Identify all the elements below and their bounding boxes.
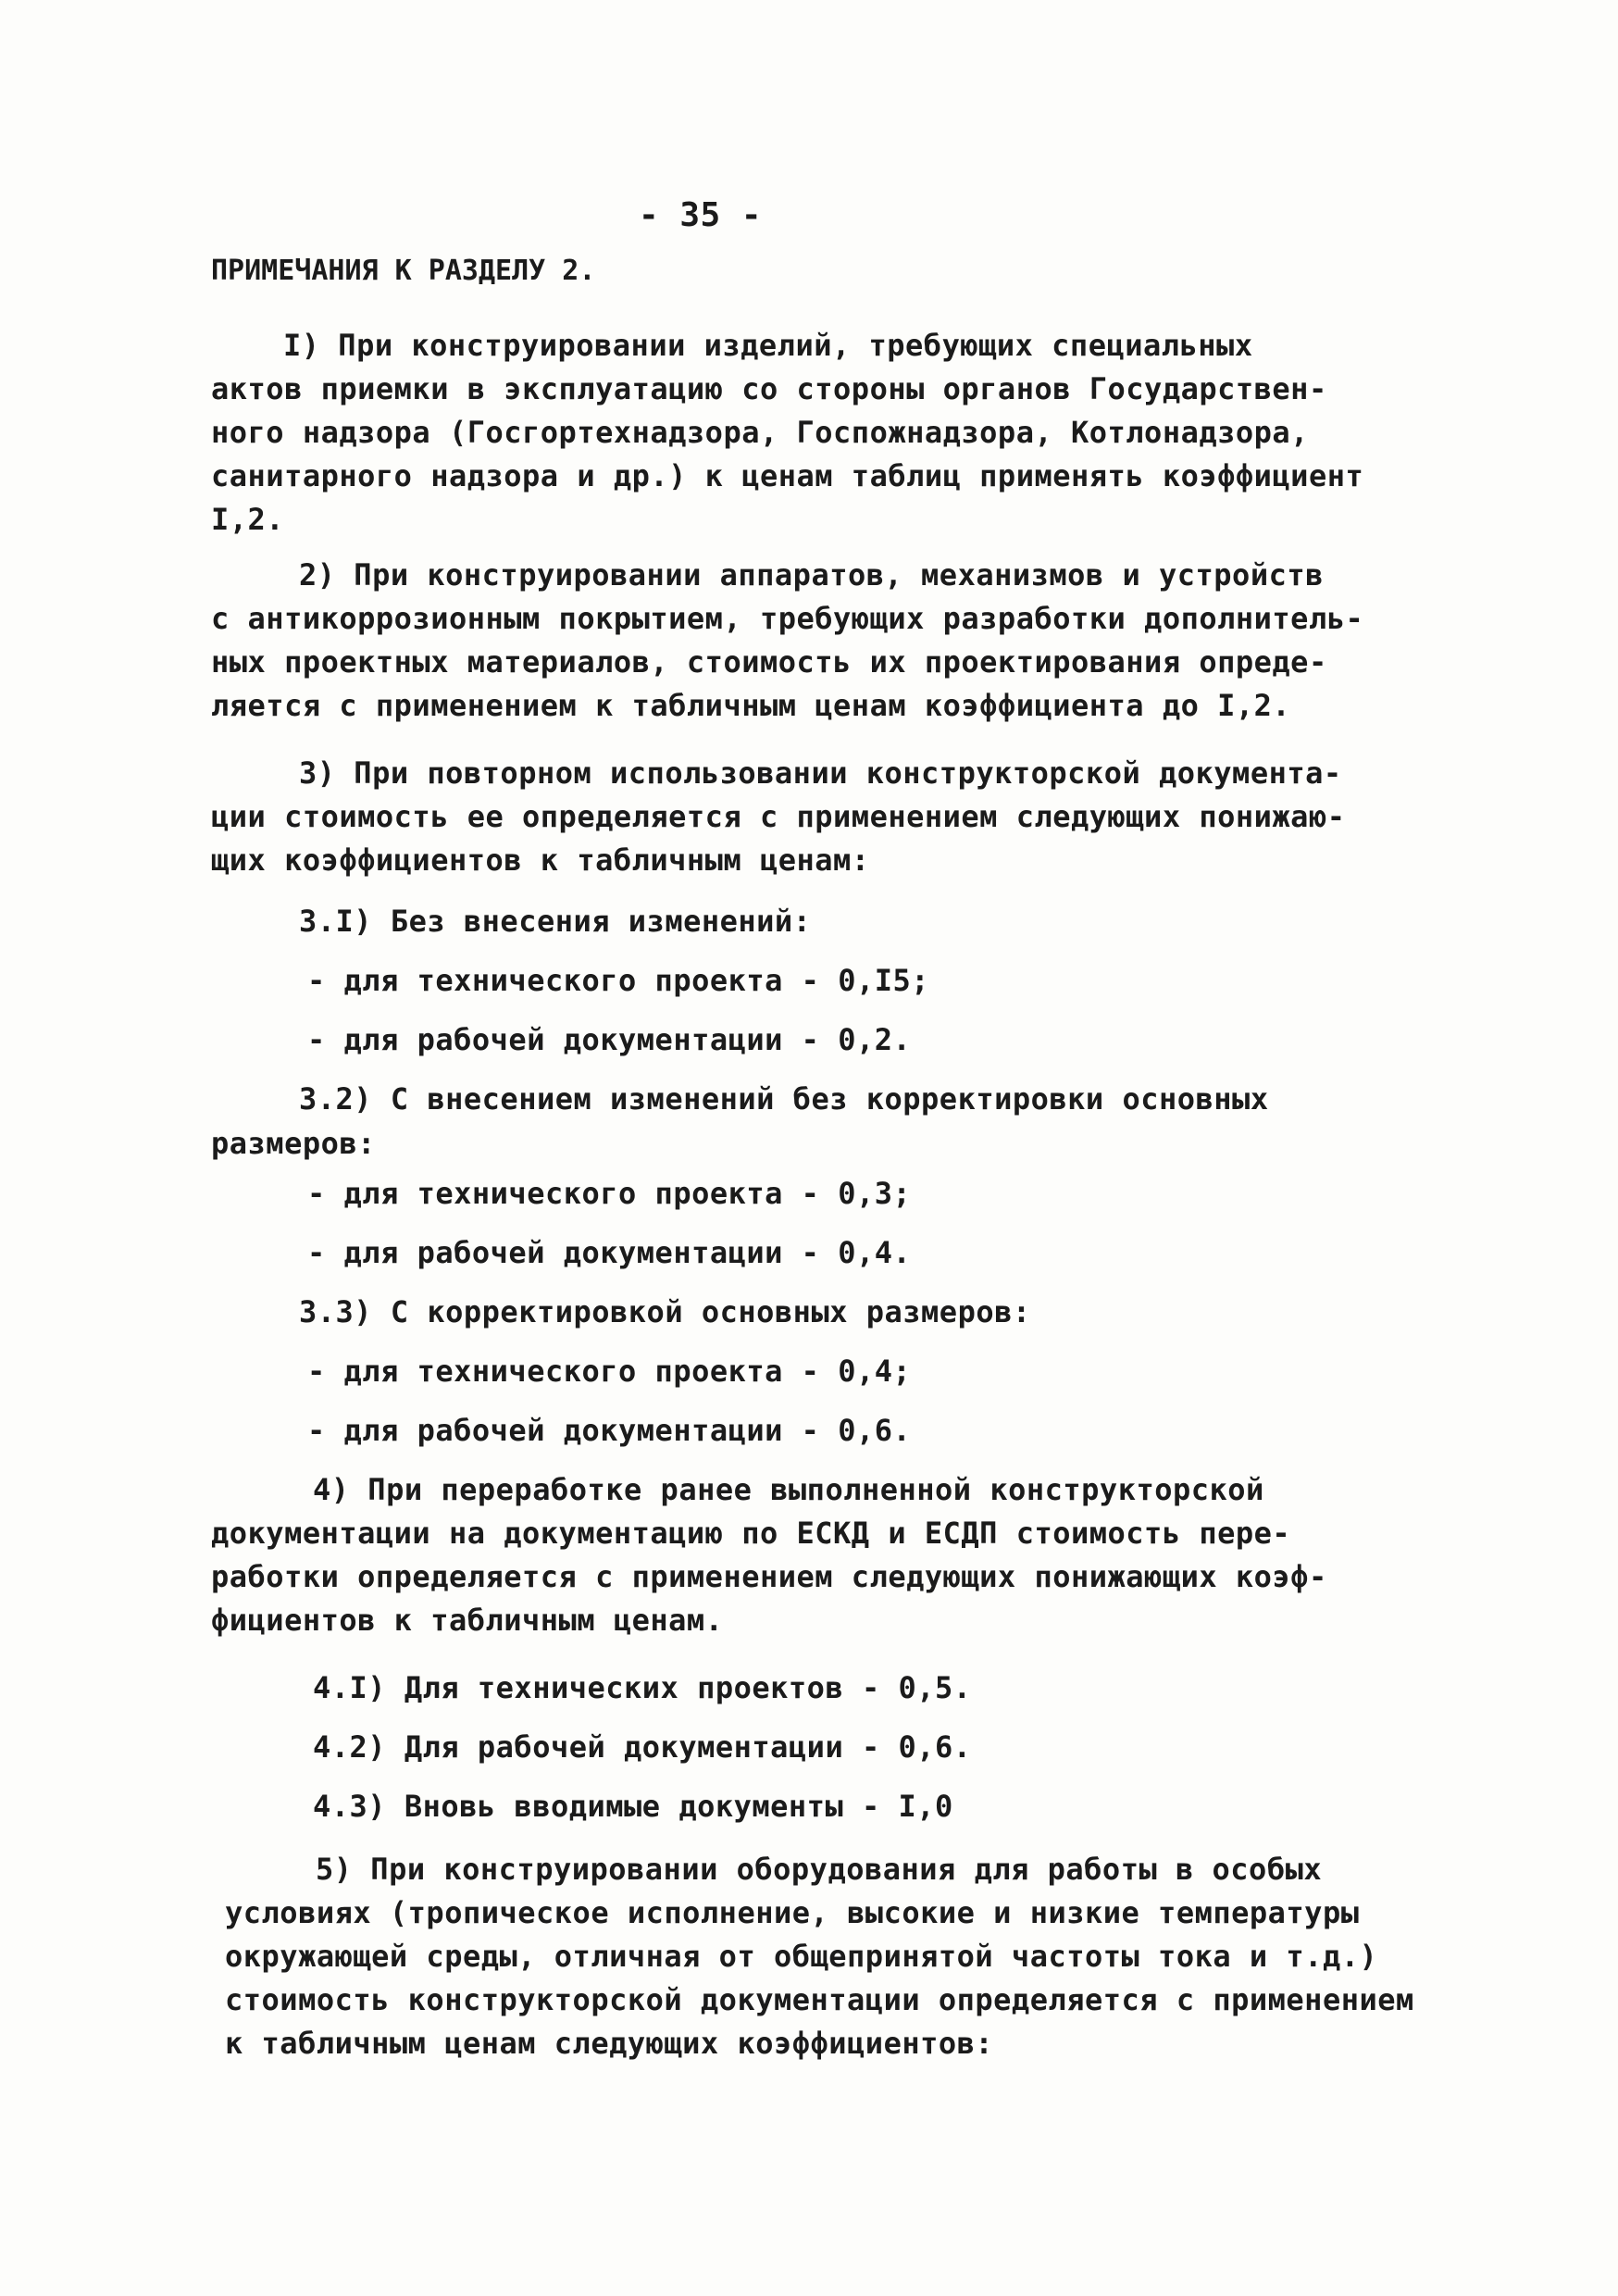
note-1-line-2: актов приемки в эксплуатацию со стороны органов Государствен- bbox=[211, 371, 1327, 406]
note-5-line-1: 5) При конструировании оборудования для работы в особых bbox=[316, 1852, 1323, 1887]
note-3 bbox=[211, 752, 1345, 882]
note-2-line-1: 2) При конструировании аппаратов, механизмов и устройств bbox=[299, 557, 1324, 593]
note-4 bbox=[211, 1468, 1327, 1642]
sub-item-4-2: 4.2) Для рабочей документации - 0,6. bbox=[313, 1729, 972, 1765]
sub-item-3-2-tech: - для технического проекта - 0,3; bbox=[307, 1176, 912, 1211]
sub-item-3-3-work: - для рабочей документации - 0,6. bbox=[307, 1413, 912, 1448]
note-5-line-2: условиях (тропическое исполнение, высокие и низкие температуры bbox=[225, 1895, 1360, 1930]
note-1 bbox=[211, 324, 1363, 542]
section-heading: ПРИМЕЧАНИЯ К РАЗДЕЛУ 2. bbox=[211, 255, 596, 287]
note-5-line-5: к табличным ценам следующих коэффициентов: bbox=[225, 2026, 994, 2061]
note-1-line-1: I) При конструировании изделий, требующих специальных bbox=[283, 328, 1253, 363]
sub-item-3-2: 3.2) С внесением изменений без корректировки основных bbox=[299, 1081, 1269, 1117]
note-4-line-2: документации на документацию по ЕСКД и ЕСДП стоимость пере- bbox=[211, 1516, 1291, 1551]
sub-item-3-1-work: - для рабочей документации - 0,2. bbox=[307, 1022, 912, 1057]
note-2 bbox=[211, 554, 1363, 728]
sub-item-4-1: 4.I) Для технических проектов - 0,5. bbox=[313, 1670, 972, 1705]
sub-item-4-3: 4.3) Вновь вводимые документы - I,0 bbox=[313, 1789, 953, 1824]
note-3-line-2: ции стоимость ее определяется с применением следующих понижаю- bbox=[211, 799, 1346, 834]
note-4-line-3: работки определяется с применением следующих понижающих коэф- bbox=[211, 1559, 1327, 1594]
note-4-line-4: фициентов к табличным ценам. bbox=[211, 1603, 724, 1638]
note-2-line-2: с антикоррозионным покрытием, требующих разработки дополнитель- bbox=[211, 601, 1364, 636]
note-3-line-3: щих коэффициентов к табличным ценам: bbox=[211, 842, 870, 878]
note-3-line-1: 3) При повторном использовании конструкторской документа- bbox=[299, 755, 1342, 791]
sub-item-3-3: 3.3) С корректировкой основных размеров: bbox=[299, 1294, 1031, 1329]
note-2-line-3: ных проектных материалов, стоимость их проектирования опреде- bbox=[211, 644, 1327, 680]
note-1-line-4: санитарного надзора и др.) к ценам таблиц применять коэффициент bbox=[211, 458, 1364, 493]
sub-item-3-1: 3.I) Без внесения изменений: bbox=[299, 904, 812, 939]
note-5-line-3: окружающей среды, отличная от общепринятой частоты тока и т.д.) bbox=[225, 1939, 1378, 1974]
note-1-line-5: I,2. bbox=[211, 502, 285, 537]
sub-item-3-3-tech: - для технического проекта - 0,4; bbox=[307, 1354, 912, 1389]
sub-item-3-2-cont: размеров: bbox=[211, 1126, 376, 1161]
note-5 bbox=[225, 1848, 1414, 2065]
note-1-line-3: ного надзора (Госгортехнадзора, Госпожнадзора, Котлонадзора, bbox=[211, 415, 1309, 450]
note-2-line-4: ляется с применением к табличным ценам коэффициента до I,2. bbox=[211, 688, 1291, 723]
page-number: - 35 - bbox=[639, 196, 763, 234]
sub-item-3-1-tech: - для технического проекта - 0,I5; bbox=[307, 963, 930, 998]
note-5-line-4: стоимость конструкторской документации определяется с применением bbox=[225, 1982, 1414, 2017]
sub-item-3-2-work: - для рабочей документации - 0,4. bbox=[307, 1235, 912, 1270]
note-4-line-1: 4) При переработке ранее выполненной конструкторской bbox=[313, 1472, 1264, 1507]
